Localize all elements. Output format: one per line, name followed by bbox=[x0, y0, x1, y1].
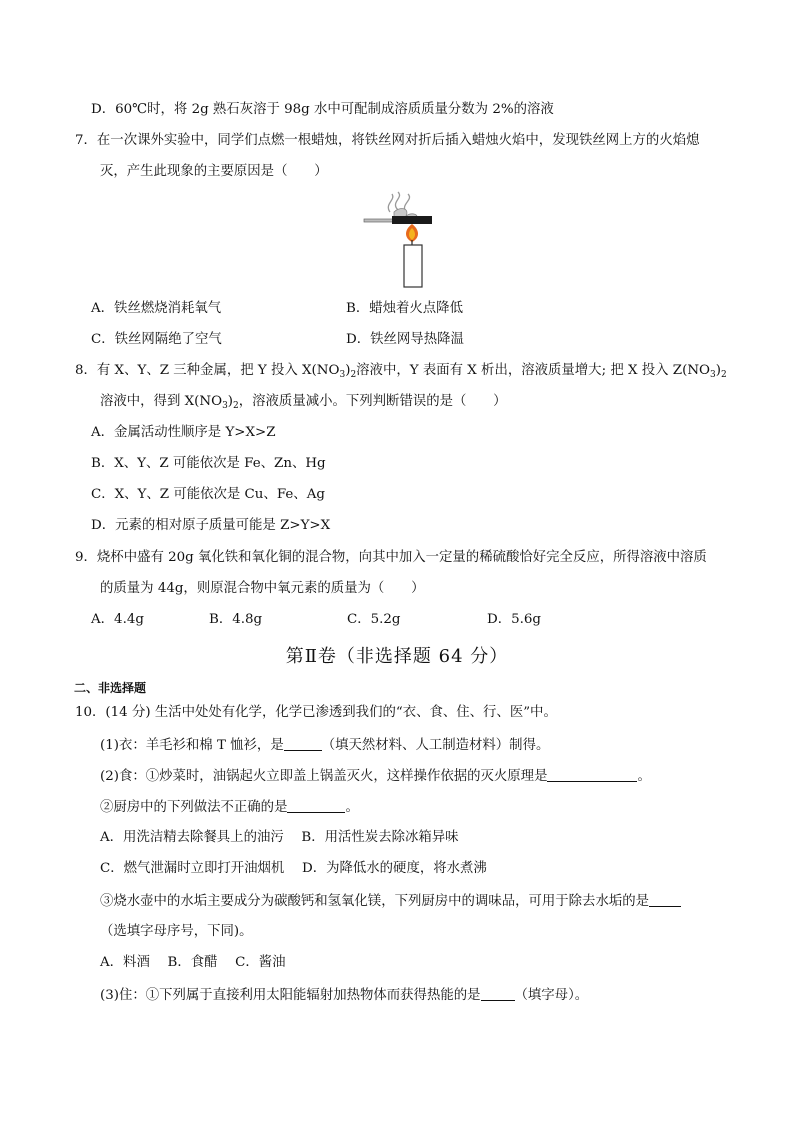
q7-option-b: B．蜡烛着火点降低 bbox=[346, 301, 463, 316]
q10-part2-item2-options-ab: A．用洗洁精去除餐具上的油污 B．用活性炭去除冰箱异味 bbox=[100, 830, 459, 845]
q10-stem: 10．(14 分) 生活中处处有化学，化学已渗透到我们的“衣、食、住、行、医”中。 bbox=[75, 705, 557, 720]
q6-option-d: D．60℃时，将 2g 熟石灰溶于 98g 水中可配制成溶质质量分数为 2%的溶液 bbox=[91, 102, 554, 117]
q10-part3-item1: (3)住：①下列属于直接利用太阳能辐射加热物体而获得热能的是 （填字母）。 bbox=[100, 988, 589, 1003]
q7-stem-line2: 灭，产生此现象的主要原因是（ ） bbox=[100, 164, 328, 179]
answer-blank bbox=[287, 798, 345, 813]
section-label: 二、非选择题 bbox=[74, 681, 147, 695]
q10-part1: (1)衣：羊毛衫和棉 T 恤衫，是 （填天然材料、人工制造材料）制得。 bbox=[100, 738, 550, 753]
answer-blank bbox=[284, 736, 322, 751]
q10-part2-item2-options-cd: C．燃气泄漏时立即打开油烟机 D．为降低水的硬度，将水煮沸 bbox=[100, 861, 487, 876]
q8-stem-line2: 溶液中，得到 $X(NO_3)_2$，溶液质量减小。下列判断错误的是（ ） bbox=[100, 394, 507, 411]
q9-option-a: A．4.4g bbox=[91, 612, 144, 627]
q7-stem-line1: 7．在一次课外实验中，同学们点燃一根蜡烛，将铁丝网对折后插入蜡烛火焰中，发现铁丝网上方的火焰熄 bbox=[75, 133, 700, 148]
candle-wire-mesh-figure bbox=[360, 190, 440, 290]
answer-blank bbox=[649, 892, 681, 907]
wire-mesh bbox=[392, 216, 432, 224]
q8-option-c: C．X、Y、Z 可能依次是 Cu、Fe、Ag bbox=[91, 487, 325, 502]
q9-stem-line2: 的质量为 44g，则原混合物中氧元素的质量为（ ） bbox=[100, 581, 425, 596]
q9-option-b: B．4.8g bbox=[209, 612, 263, 627]
candle bbox=[404, 245, 422, 287]
q9-option-d: D．5.6g bbox=[487, 612, 541, 627]
q10-part2-item1: (2)食：①炒菜时，油锅起火立即盖上锅盖灭火，这样操作依据的灭火原理是 。 bbox=[100, 769, 651, 784]
q10-part2-item3-note: （选填字母序号，下同)。 bbox=[100, 924, 253, 939]
q7-option-d: D．铁丝网导热降温 bbox=[346, 332, 464, 347]
q7-option-a: A．铁丝燃烧消耗氧气 bbox=[91, 301, 222, 316]
q8-option-b: B．X、Y、Z 可能依次是 Fe、Zn、Hg bbox=[91, 456, 326, 471]
q10-part2-item2: ②厨房中的下列做法不正确的是 。 bbox=[100, 800, 359, 815]
q8-option-a: A．金属活动性顺序是 Y>X>Z bbox=[91, 425, 276, 440]
section-title: 第Ⅱ卷（非选择题 64 分） bbox=[285, 646, 509, 667]
q8-option-d: D．元素的相对原子质量可能是 Z>Y>X bbox=[91, 518, 331, 533]
q8-stem-line1: 8．有 X、Y、Z 三种金属，把 Y 投入 $X(NO_3)_2$溶液中，Y 表面有 X 析出，溶液质量增大; 把 X 投入 $Z(NO_3)_2$ bbox=[75, 363, 727, 380]
q10-part2-item3: ③烧水壶中的水垢主要成分为碳酸钙和氢氧化镁，下列厨房中的调味品，可用于除去水垢的是 bbox=[100, 892, 681, 911]
answer-blank bbox=[481, 986, 515, 1001]
answer-blank bbox=[547, 767, 637, 782]
q7-option-c: C．铁丝网隔绝了空气 bbox=[91, 332, 222, 347]
q10-part2-item3-options: A．料酒 B．食醋 C．酱油 bbox=[100, 955, 286, 970]
q9-option-c: C．5.2g bbox=[347, 612, 401, 627]
q9-stem-line1: 9．烧杯中盛有 20g 氧化铁和氧化铜的混合物，向其中加入一定量的稀硫酸恰好完全反应，所得溶液中溶质 bbox=[75, 550, 707, 565]
